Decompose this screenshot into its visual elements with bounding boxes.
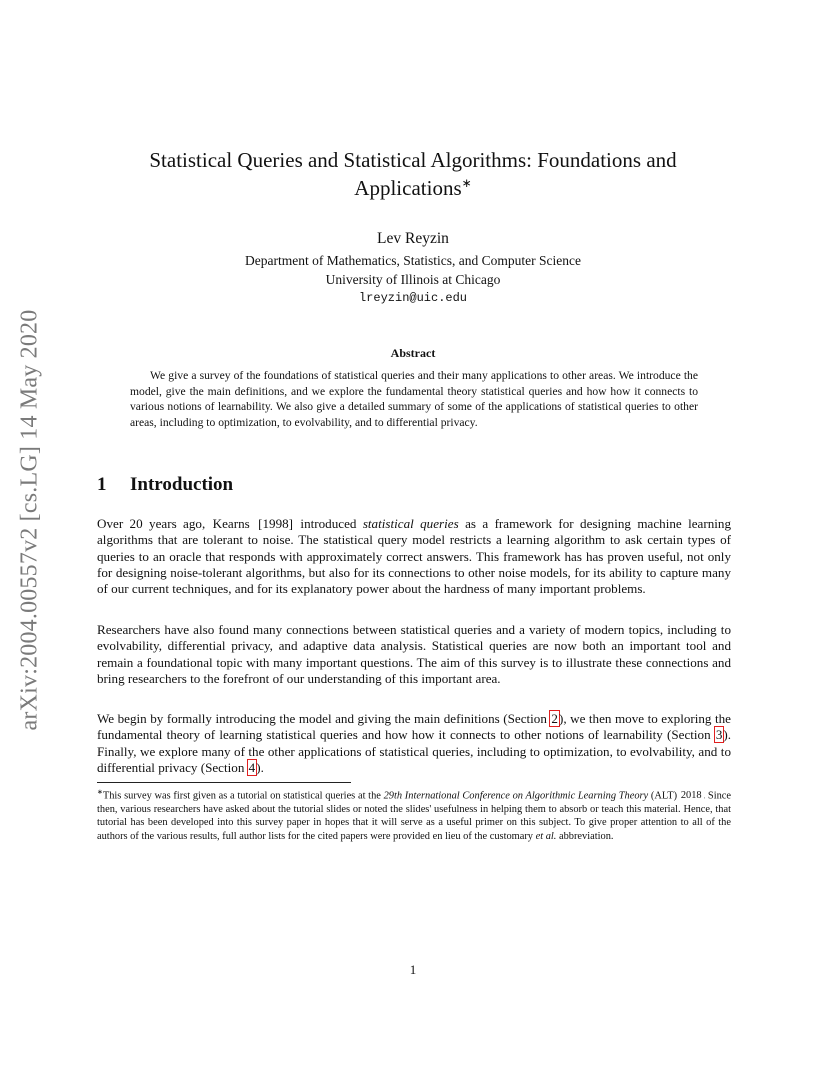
- p1-emphasis: statistical queries: [362, 516, 459, 531]
- footnote-text-d: abbreviation.: [556, 830, 614, 842]
- footnote-text-a: This survey was first given as a tutorial on statistical queries at the: [102, 790, 384, 802]
- p1-text-c: as a framework for designing machine learning algorithms that are tolerant to noise. The statistical query model restricts a learning algorithm to ask certain types of queries to an oracle that responds with approximately correct answers. This framework has has proven useful, not only for designing noise-tolerant algorithms, but also for its connections to other noise models, for its ability to capture many of our current techniques, and for its explanatory power about the hardness of many important problems.: [97, 516, 731, 597]
- p1-text-a: Over 20 years ago,: [97, 516, 212, 531]
- title-line-1: Statistical Queries and Statistical Algorithms: Foundations and: [149, 148, 677, 172]
- citation-year: 1998: [262, 516, 289, 531]
- author-name: Lev Reyzin: [377, 230, 449, 247]
- title-line-2: [95, 174, 731, 202]
- p1-text-b: introduced: [294, 516, 363, 531]
- section-ref-link-3[interactable]: 3: [715, 727, 723, 743]
- abstract-heading: Abstract: [390, 346, 436, 360]
- footnote-etal: et al.: [535, 830, 557, 842]
- title-line-2-text: Applications: [354, 176, 462, 200]
- university: University of Illinois at Chicago: [325, 272, 501, 287]
- abstract-text: We give a survey of the foundations of statistical queries and their many applications to other areas. We introduce the model, give the main definitions, and we explore the fundamental theory statistical queries and how how it connects to various notions of learnability. We also give a detailed summary of some of the applications of statistical queries to other areas, including to optimization, to evolvability, and to differential privacy.: [130, 369, 698, 429]
- section-ref-link-2[interactable]: 2: [551, 711, 558, 726]
- arxiv-identifier: arXiv:2004.00557v2 [cs.LG] 14 May 2020: [16, 309, 43, 731]
- page-number: 1: [409, 962, 417, 977]
- footnote-divider: [97, 782, 351, 783]
- footnote-conference-name: 29th International Conference on Algorithmic Learning Theory: [383, 790, 649, 802]
- citation-year-link[interactable]: [1998]: [258, 516, 294, 531]
- footnote-mark: ∗: [97, 788, 103, 796]
- intro-paragraph-2: Researchers have also found many connections between statistical queries and a variety of modern topics, including to evolvability, differential privacy, and adaptive data analysis. Statistical queries are now both an important tool and remain a foundational topic with many important questions. The aim of this survey is to illustrate these connections and bring researchers to the forefront of our understanding of this important area.: [97, 622, 731, 686]
- department: Department of Mathematics, Statistics, and Computer Science: [245, 253, 581, 268]
- footnote: [97, 786, 731, 843]
- p3-text-a: We begin by formally introducing the model and giving the main definitions (Section: [97, 711, 551, 726]
- intro-paragraph-1: [97, 516, 731, 597]
- footnote-text-c: . Since then, various researchers have asked about the tutorial slides or noted the slides' usefulness in helping them to absorb or teach this material. Hence, that tutorial has been developed into this survey paper in hopes that it will serve as a useful primer on this subject. To give proper attention to all of the authors of the various results, full author lists for the cited papers were provided en lieu of the customary: [97, 790, 732, 842]
- paper-title: [95, 146, 731, 202]
- section-title: Introduction: [130, 474, 234, 495]
- title-footnote-mark: ∗: [461, 176, 472, 190]
- intro-paragraph-3: [97, 711, 731, 776]
- footnote-citation-year-link[interactable]: 2018: [680, 790, 702, 802]
- p3-text-d: ).: [256, 759, 264, 775]
- footnote-text-b: (ALT): [648, 790, 680, 802]
- p3-text-c: ). Finally, we explore many of the other applications of statistical queries, including to optimization, to evolvability, and to differential privacy (Section: [97, 727, 731, 775]
- section-ref-link-4[interactable]: 4: [248, 759, 256, 775]
- citation-author-link[interactable]: Kearns: [212, 516, 250, 531]
- section-number: 1: [97, 474, 107, 495]
- p3-text-b: ), we then move to exploring the fundamental theory of learning statistical queries and how how it connects to other notions of learnability (Section: [97, 711, 731, 743]
- author-email[interactable]: lreyzin@uic.edu: [358, 291, 468, 305]
- author-affiliation: [95, 251, 731, 308]
- section-heading: [97, 474, 233, 496]
